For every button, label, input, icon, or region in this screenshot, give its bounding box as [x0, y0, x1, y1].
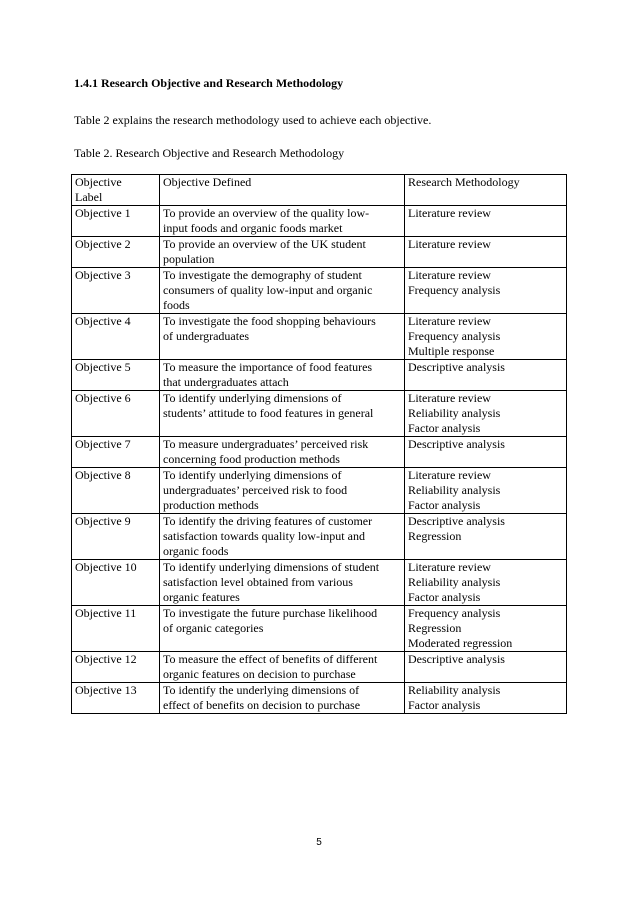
- objective-defined-line: To provide an overview of the quality low-: [163, 206, 370, 220]
- objective-defined-cell: [160, 560, 405, 606]
- research-methodology-cell: [405, 314, 567, 360]
- objective-defined-cell: [160, 314, 405, 360]
- research-methodology-line: Factor analysis: [408, 698, 481, 712]
- research-methodology-line: Frequency analysis: [408, 329, 501, 343]
- research-methodology-cell: [405, 437, 567, 468]
- objective-defined-line: To provide an overview of the UK student: [163, 237, 366, 251]
- objective-defined-cell: [160, 268, 405, 314]
- research-methodology-line: Factor analysis: [408, 421, 481, 435]
- objective-label-cell: [72, 683, 160, 714]
- objective-defined-line: To identify the driving features of customer: [163, 514, 373, 528]
- objective-defined-line: satisfaction level obtained from various: [163, 575, 353, 589]
- objective-label: Objective 11: [75, 606, 137, 620]
- objective-defined-cell: [160, 360, 405, 391]
- objective-label-cell: [72, 206, 160, 237]
- objective-defined-line: organic foods: [163, 544, 229, 558]
- objective-label-cell: [72, 268, 160, 314]
- objective-defined-line: To measure the effect of benefits of different: [163, 652, 378, 666]
- table-row: [72, 652, 567, 683]
- objective-defined-line: To identify underlying dimensions of: [163, 391, 342, 405]
- research-methodology-cell: [405, 206, 567, 237]
- research-methodology-line: Literature review: [408, 391, 491, 405]
- objective-label-cell: [72, 468, 160, 514]
- research-methodology-cell: [405, 268, 567, 314]
- objective-defined-line: To measure the importance of food features: [163, 360, 373, 374]
- objective-defined-line: students’ attitude to food features in general: [163, 406, 374, 420]
- research-methodology-line: Moderated regression: [408, 636, 513, 650]
- research-methodology-line: Regression: [408, 529, 462, 543]
- objective-defined-cell: [160, 606, 405, 652]
- table-row: [72, 514, 567, 560]
- intro-paragraph: Table 2 explains the research methodology used to achieve each objective.: [74, 113, 432, 127]
- objective-defined-line: To investigate the demography of student: [163, 268, 362, 282]
- research-methodology-line: Literature review: [408, 206, 491, 220]
- objective-label-cell: [72, 606, 160, 652]
- header-line: Objective: [75, 175, 122, 189]
- objective-label: Objective 4: [75, 314, 131, 328]
- objective-defined-line: To investigate the food shopping behaviours: [163, 314, 376, 328]
- objective-defined-line: satisfaction towards quality low-input and: [163, 529, 365, 543]
- table-row: [72, 391, 567, 437]
- research-methodology-cell: [405, 652, 567, 683]
- objective-defined-cell: [160, 391, 405, 437]
- header-research-methodology: [405, 175, 567, 206]
- objective-label: Objective 5: [75, 360, 131, 374]
- header-line: Research Methodology: [408, 175, 520, 189]
- research-methodology-cell: [405, 514, 567, 560]
- research-methodology-line: Factor analysis: [408, 498, 481, 512]
- objective-defined-cell: [160, 652, 405, 683]
- table-row: [72, 683, 567, 714]
- objective-label: Objective 13: [75, 683, 137, 697]
- objective-label-cell: [72, 237, 160, 268]
- objective-label-cell: [72, 652, 160, 683]
- table-row: [72, 237, 567, 268]
- objective-label-cell: [72, 560, 160, 606]
- research-methodology-line: Reliability analysis: [408, 575, 501, 589]
- objective-label: Objective 12: [75, 652, 137, 666]
- research-methodology-cell: [405, 468, 567, 514]
- table-row: [72, 560, 567, 606]
- table-header-row: [72, 175, 567, 206]
- table-row: [72, 606, 567, 652]
- research-objectives-table: [71, 174, 567, 714]
- objective-label: Objective 7: [75, 437, 131, 451]
- objective-defined-line: consumers of quality low-input and organic: [163, 283, 373, 297]
- research-methodology-line: Descriptive analysis: [408, 360, 505, 374]
- research-methodology-line: Literature review: [408, 268, 491, 282]
- research-methodology-line: Frequency analysis: [408, 283, 501, 297]
- objective-defined-line: undergraduates’ perceived risk to food: [163, 483, 348, 497]
- research-methodology-cell: [405, 391, 567, 437]
- research-methodology-line: Descriptive analysis: [408, 514, 505, 528]
- research-methodology-line: Literature review: [408, 237, 491, 251]
- objective-defined-line: organic features: [163, 590, 240, 604]
- objective-defined-line: of undergraduates: [163, 329, 250, 343]
- research-methodology-line: Descriptive analysis: [408, 652, 505, 666]
- research-methodology-line: Literature review: [408, 560, 491, 574]
- objective-defined-cell: [160, 206, 405, 237]
- objective-defined-cell: [160, 468, 405, 514]
- research-methodology-line: Literature review: [408, 314, 491, 328]
- research-methodology-line: Factor analysis: [408, 590, 481, 604]
- objective-defined-line: To identify underlying dimensions of student: [163, 560, 380, 574]
- objective-defined-line: To identify the underlying dimensions of: [163, 683, 360, 697]
- objective-defined-cell: [160, 437, 405, 468]
- table-row: [72, 206, 567, 237]
- objective-label: Objective 1: [75, 206, 131, 220]
- research-methodology-cell: [405, 606, 567, 652]
- table-row: [72, 437, 567, 468]
- research-methodology-line: Reliability analysis: [408, 483, 501, 497]
- research-methodology-line: Frequency analysis: [408, 606, 501, 620]
- research-methodology-line: Descriptive analysis: [408, 437, 505, 451]
- objective-label: Objective 10: [75, 560, 137, 574]
- table-row: [72, 268, 567, 314]
- research-methodology-line: Reliability analysis: [408, 406, 501, 420]
- research-methodology-cell: [405, 237, 567, 268]
- objective-defined-line: To measure undergraduates’ perceived risk: [163, 437, 369, 451]
- research-methodology-line: Regression: [408, 621, 462, 635]
- objective-defined-line: To identify underlying dimensions of: [163, 468, 342, 482]
- objective-defined-line: population: [163, 252, 215, 266]
- objective-defined-line: concerning food production methods: [163, 452, 340, 466]
- table-caption: Table 2. Research Objective and Research Methodology: [74, 146, 345, 160]
- section-heading: 1.4.1 Research Objective and Research Methodology: [74, 76, 344, 90]
- objective-label: Objective 9: [75, 514, 131, 528]
- objective-defined-line: organic features on decision to purchase: [163, 667, 356, 681]
- header-objective-defined: [160, 175, 405, 206]
- objective-label: Objective 3: [75, 268, 131, 282]
- objective-defined-cell: [160, 514, 405, 560]
- objective-label: Objective 8: [75, 468, 131, 482]
- objective-defined-line: that undergraduates attach: [163, 375, 289, 389]
- header-objective-label: [72, 175, 160, 206]
- objective-defined-line: To investigate the future purchase likelihood: [163, 606, 378, 620]
- objective-defined-line: foods: [163, 298, 190, 312]
- objective-defined-line: input foods and organic foods market: [163, 221, 343, 235]
- table-body: [72, 175, 567, 714]
- header-line: Objective Defined: [163, 175, 252, 189]
- table-row: [72, 468, 567, 514]
- objective-defined-line: effect of benefits on decision to purchase: [163, 698, 361, 712]
- objective-defined-cell: [160, 683, 405, 714]
- table-row: [72, 360, 567, 391]
- objective-label-cell: [72, 391, 160, 437]
- research-methodology-line: Reliability analysis: [408, 683, 501, 697]
- objective-label: Objective 6: [75, 391, 131, 405]
- research-methodology-cell: [405, 560, 567, 606]
- objective-defined-line: of organic categories: [163, 621, 264, 635]
- objective-label-cell: [72, 437, 160, 468]
- research-methodology-line: Literature review: [408, 468, 491, 482]
- research-methodology-line: Multiple response: [408, 344, 495, 358]
- objective-label-cell: [72, 514, 160, 560]
- objective-label-cell: [72, 360, 160, 391]
- research-methodology-cell: [405, 360, 567, 391]
- table-row: [72, 314, 567, 360]
- objective-label: Objective 2: [75, 237, 131, 251]
- research-methodology-cell: [405, 683, 567, 714]
- objective-defined-cell: [160, 237, 405, 268]
- page-number: 5: [316, 837, 322, 848]
- header-line: Label: [75, 190, 103, 204]
- objective-label-cell: [72, 314, 160, 360]
- objective-defined-line: production methods: [163, 498, 259, 512]
